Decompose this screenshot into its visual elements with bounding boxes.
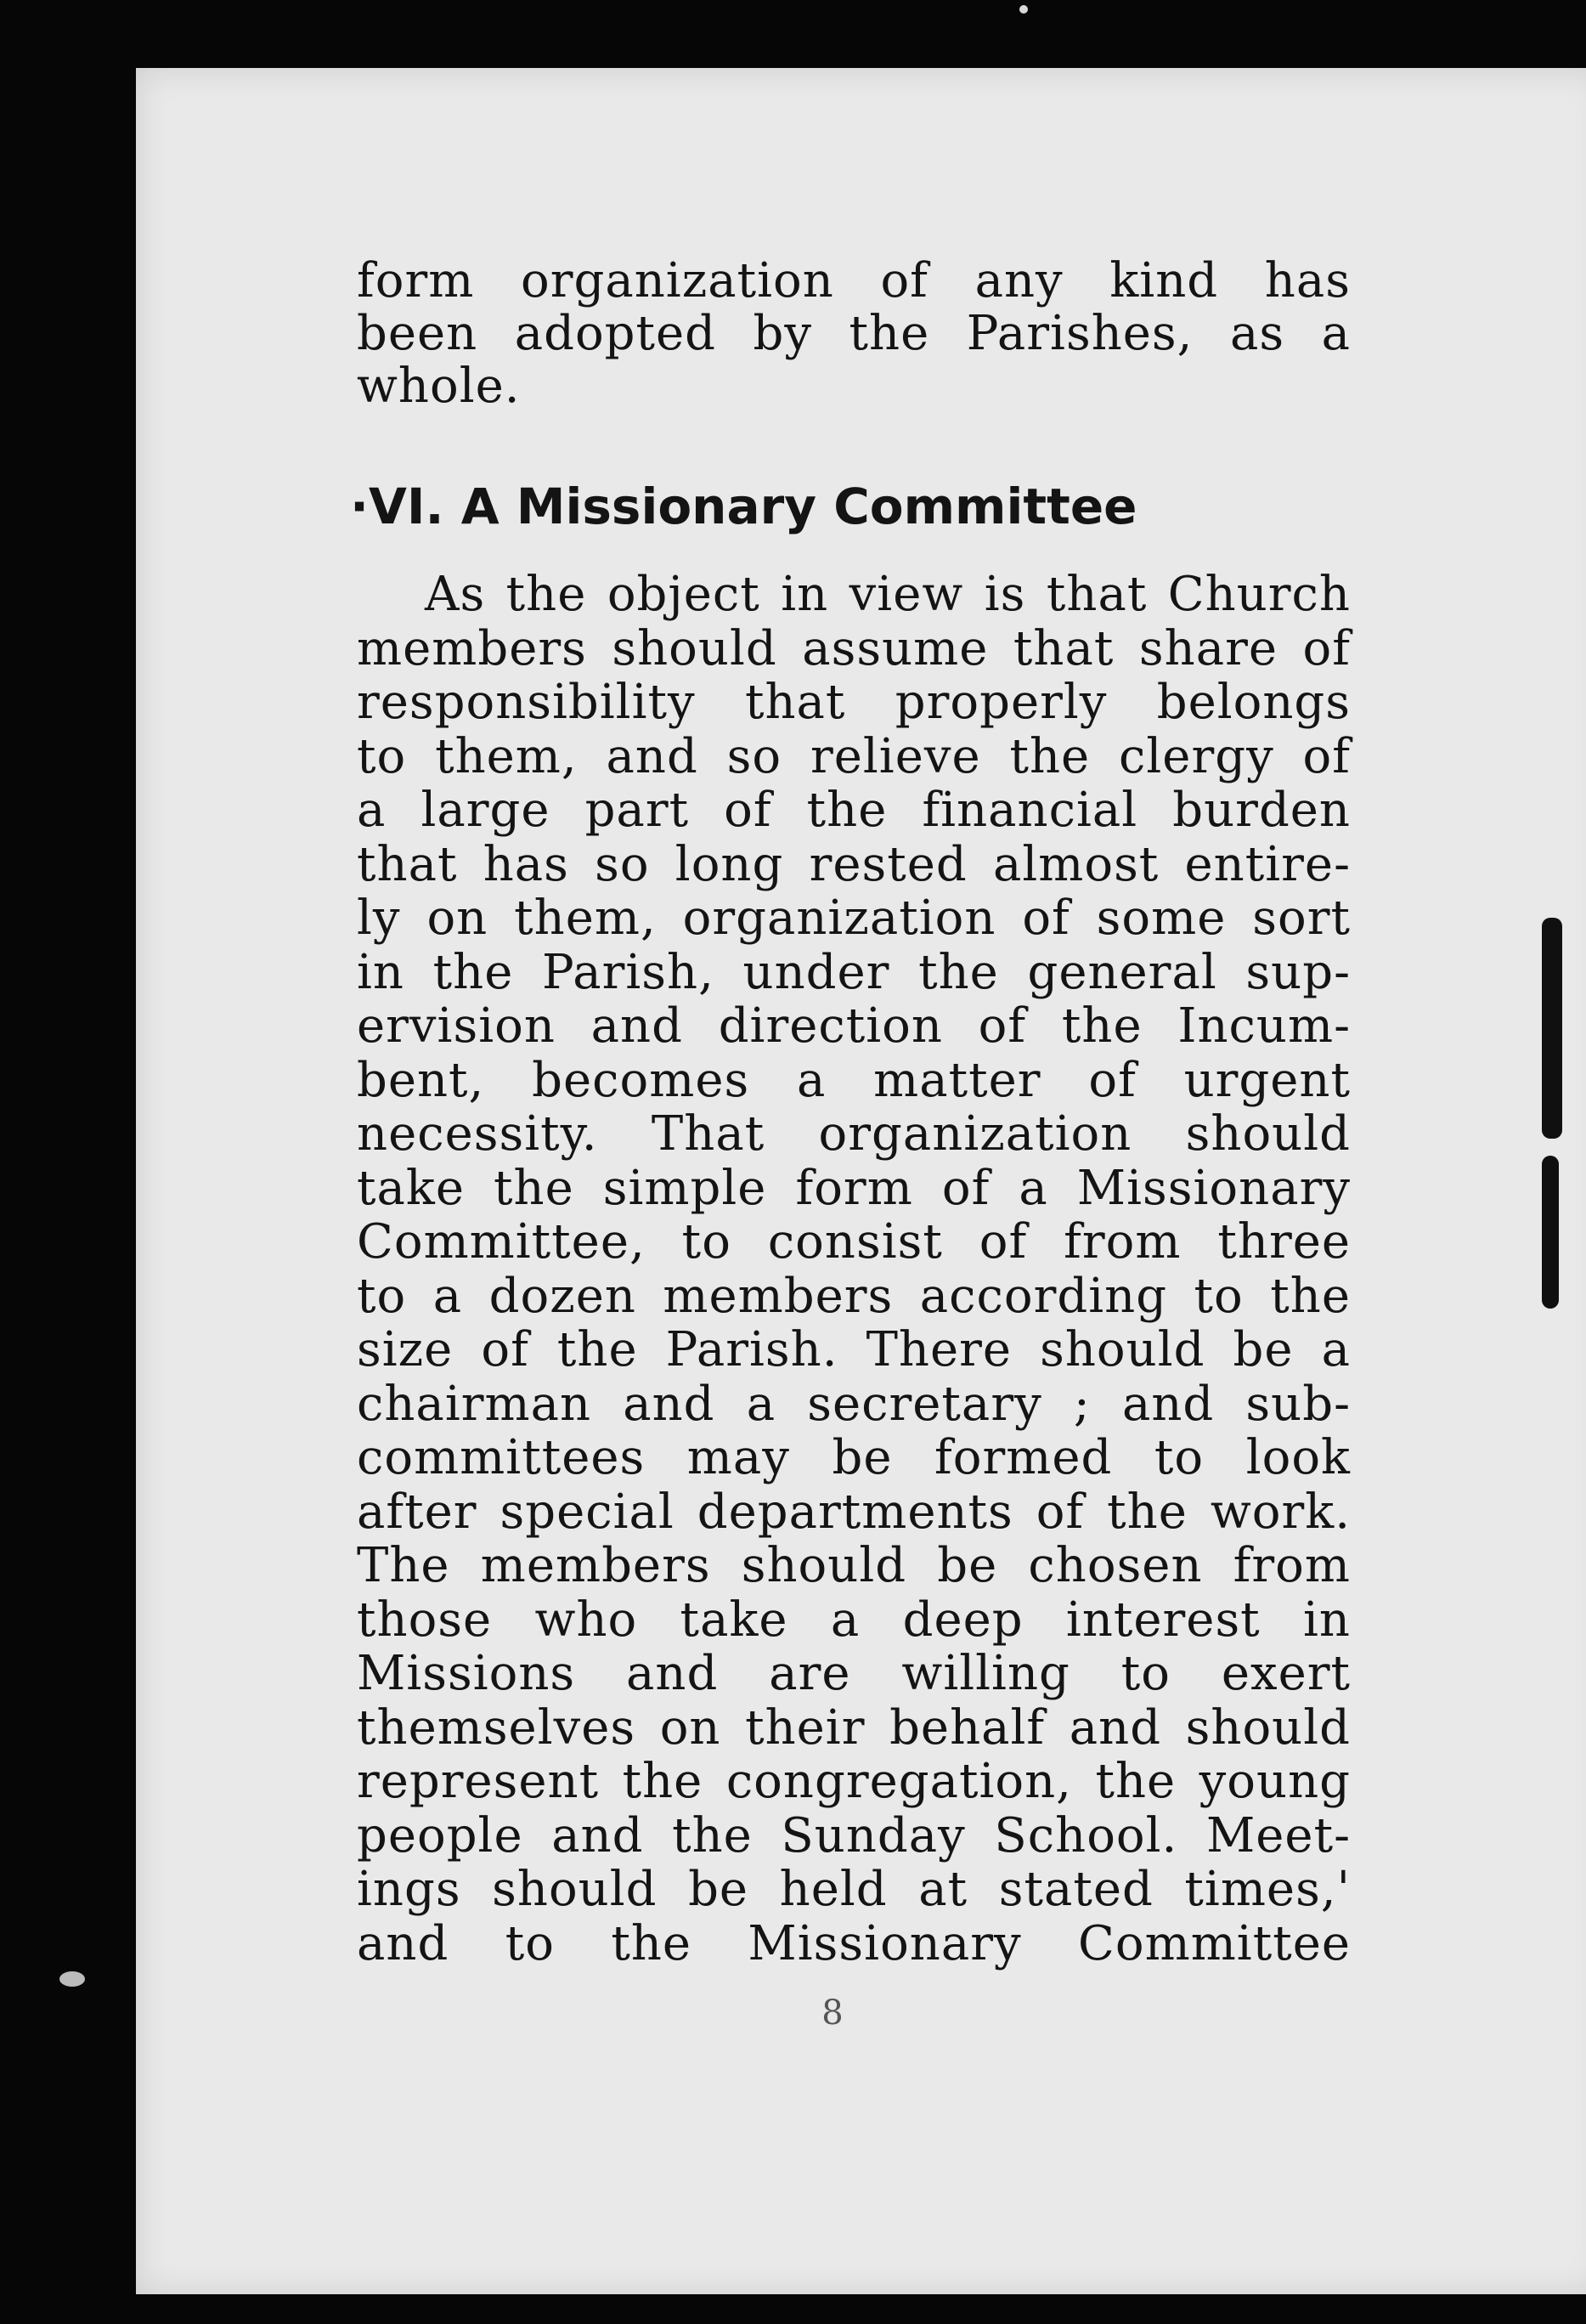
text-line: As the object in view is that Church [425, 567, 1351, 622]
text-line: those who take a deep interest in [357, 1592, 1351, 1648]
text-line: necessity. That organization should [357, 1106, 1351, 1162]
text-line: responsibility that properly belongs [357, 675, 1351, 730]
text-line: The members should be chosen from [357, 1538, 1351, 1593]
text-line: members should assume that share of [357, 620, 1351, 676]
text-line: ings should be held at stated times,' [357, 1862, 1351, 1917]
text-line: people and the Sunday School. Meet- [357, 1807, 1351, 1863]
text-line: to a dozen members according to the [357, 1268, 1351, 1324]
text-line: to them, and so relieve the clergy of [357, 728, 1351, 784]
text-line: size of the Parish. There should be a [357, 1322, 1351, 1377]
text-line: that has so long rested almost entire- [357, 836, 1351, 892]
text-line: represent the congregation, the young [357, 1754, 1351, 1809]
text-line: ervision and direction of the Incum- [357, 998, 1351, 1054]
binding-mark [1542, 1156, 1559, 1309]
text-line: committees may be formed to look [357, 1430, 1351, 1485]
page-number: 8 [821, 1993, 844, 2033]
text-line: Missions and are willing to exert [357, 1646, 1351, 1701]
section-heading: ·VI. A Missionary Committee [350, 478, 1137, 535]
text-line: Committee, to consist of from three [357, 1214, 1351, 1269]
scan-speck [1019, 5, 1028, 14]
text-line: themselves on their behalf and should [357, 1699, 1351, 1756]
text-line: in the Parish, under the general sup- [357, 944, 1351, 1000]
scan-speck [59, 1971, 85, 1987]
text-line: ly on them, organization of some sort [357, 891, 1351, 946]
text-line: whole. [357, 359, 521, 414]
document-text [350, 253, 1351, 1971]
text-line: chairman and a secretary ; and sub- [357, 1376, 1351, 1432]
binding-mark [1542, 918, 1562, 1139]
text-line: take the simple form of a Missionary [357, 1160, 1351, 1216]
text-line: been adopted by the Parishes, as a [357, 306, 1351, 361]
text-line: form organization of any kind has [357, 253, 1351, 308]
text-line: after special departments of the work. [357, 1484, 1351, 1540]
text-line: and to the Missionary Committee [357, 1915, 1351, 1971]
text-line: a large part of the financial burden [357, 783, 1351, 838]
text-line: bent, becomes a matter of urgent [357, 1052, 1351, 1108]
